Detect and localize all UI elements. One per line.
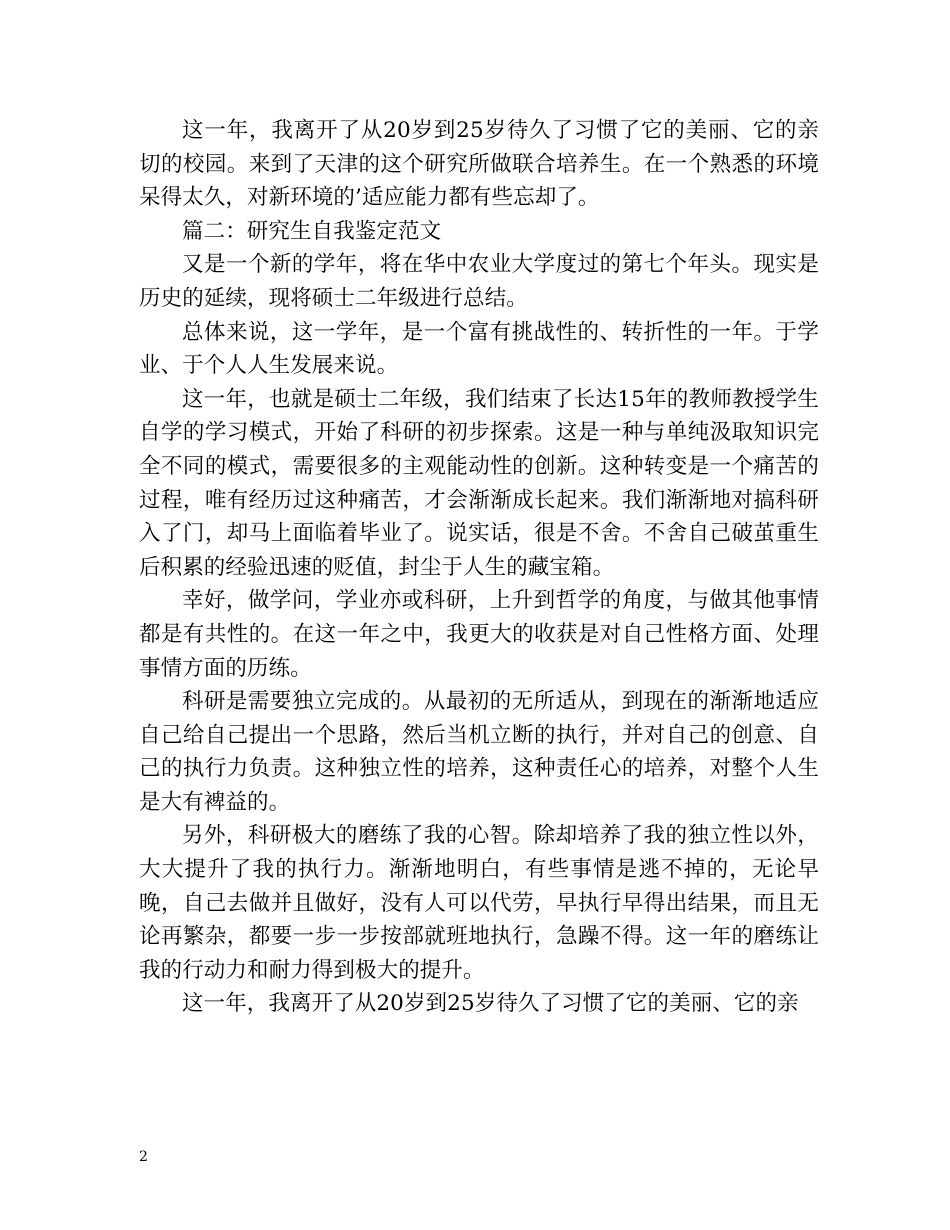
paragraph-overall: 总体来说，这一学年，是一个富有挑战性的、转折性的一年。于学业、于个人人生发展来说。: [139, 319, 819, 379]
paragraph-fortunately: 幸好，做学问，学业亦或科研，上升到哲学的角度，与做其他事情都是有共性的。在这一年之中，我更大的收获是对自己性格方面、处理事情方面的历练。: [139, 588, 819, 681]
paragraph-closing: 这一年，我离开了从20岁到25岁待久了习惯了它的美丽、它的亲: [182, 991, 799, 1017]
section-heading: 篇二：研究生自我鉴定范文: [182, 218, 442, 244]
document-body: [139, 114, 819, 1021]
page-number: 2: [139, 1149, 148, 1165]
paragraph-independence: 科研是需要独立完成的。从最初的无所适从，到现在的渐渐地适应自己给自己提出一个思路，然后当机立断的执行，并对自己的创意、自己的执行力负责。这种独立性的培养，这种责任心的培养，对整个人生是大有裨益的。: [139, 689, 819, 815]
paragraph-mind-training: 另外，科研极大的磨练了我的心智。除却培养了我的独立性以外，大大提升了我的执行力。渐渐地明白，有些事情是逃不掉的，无论早晚，自己去做并且做好，没有人可以代劳，早执行早得出结果，而且无论再繁杂，都要一步一步按部就班地执行，急躁不得。这一年的磨练让我的行动力和耐力得到极大的提升。: [139, 823, 819, 983]
paragraph-research-start: 这一年，也就是硕士二年级，我们结束了长达15年的教师教授学生自学的学习模式，开始了科研的初步探索。这是一种与单纯汲取知识完全不同的模式，需要很多的主观能动性的创新。这种转变是一个痛苦的过程，唯有经历过这种痛苦，才会渐渐成长起来。我们渐渐地对搞科研入了门，却马上面临着毕业了。说实话，很是不舍。不舍自己破茧重生后积累的经验迅速的贬值，封尘于人生的藏宝箱。: [139, 386, 819, 580]
paragraph-intro: 这一年，我离开了从20岁到25岁待久了习惯了它的美丽、它的亲切的校园。来到了天津的这个研究所做联合培养生。在一个熟悉的环境呆得太久，对新环境的’适应能力都有些忘却了。: [139, 118, 819, 211]
paragraph-new-year: 又是一个新的学年，将在华中农业大学度过的第七个年头。现实是历史的延续，现将硕士二年级进行总结。: [139, 252, 819, 311]
